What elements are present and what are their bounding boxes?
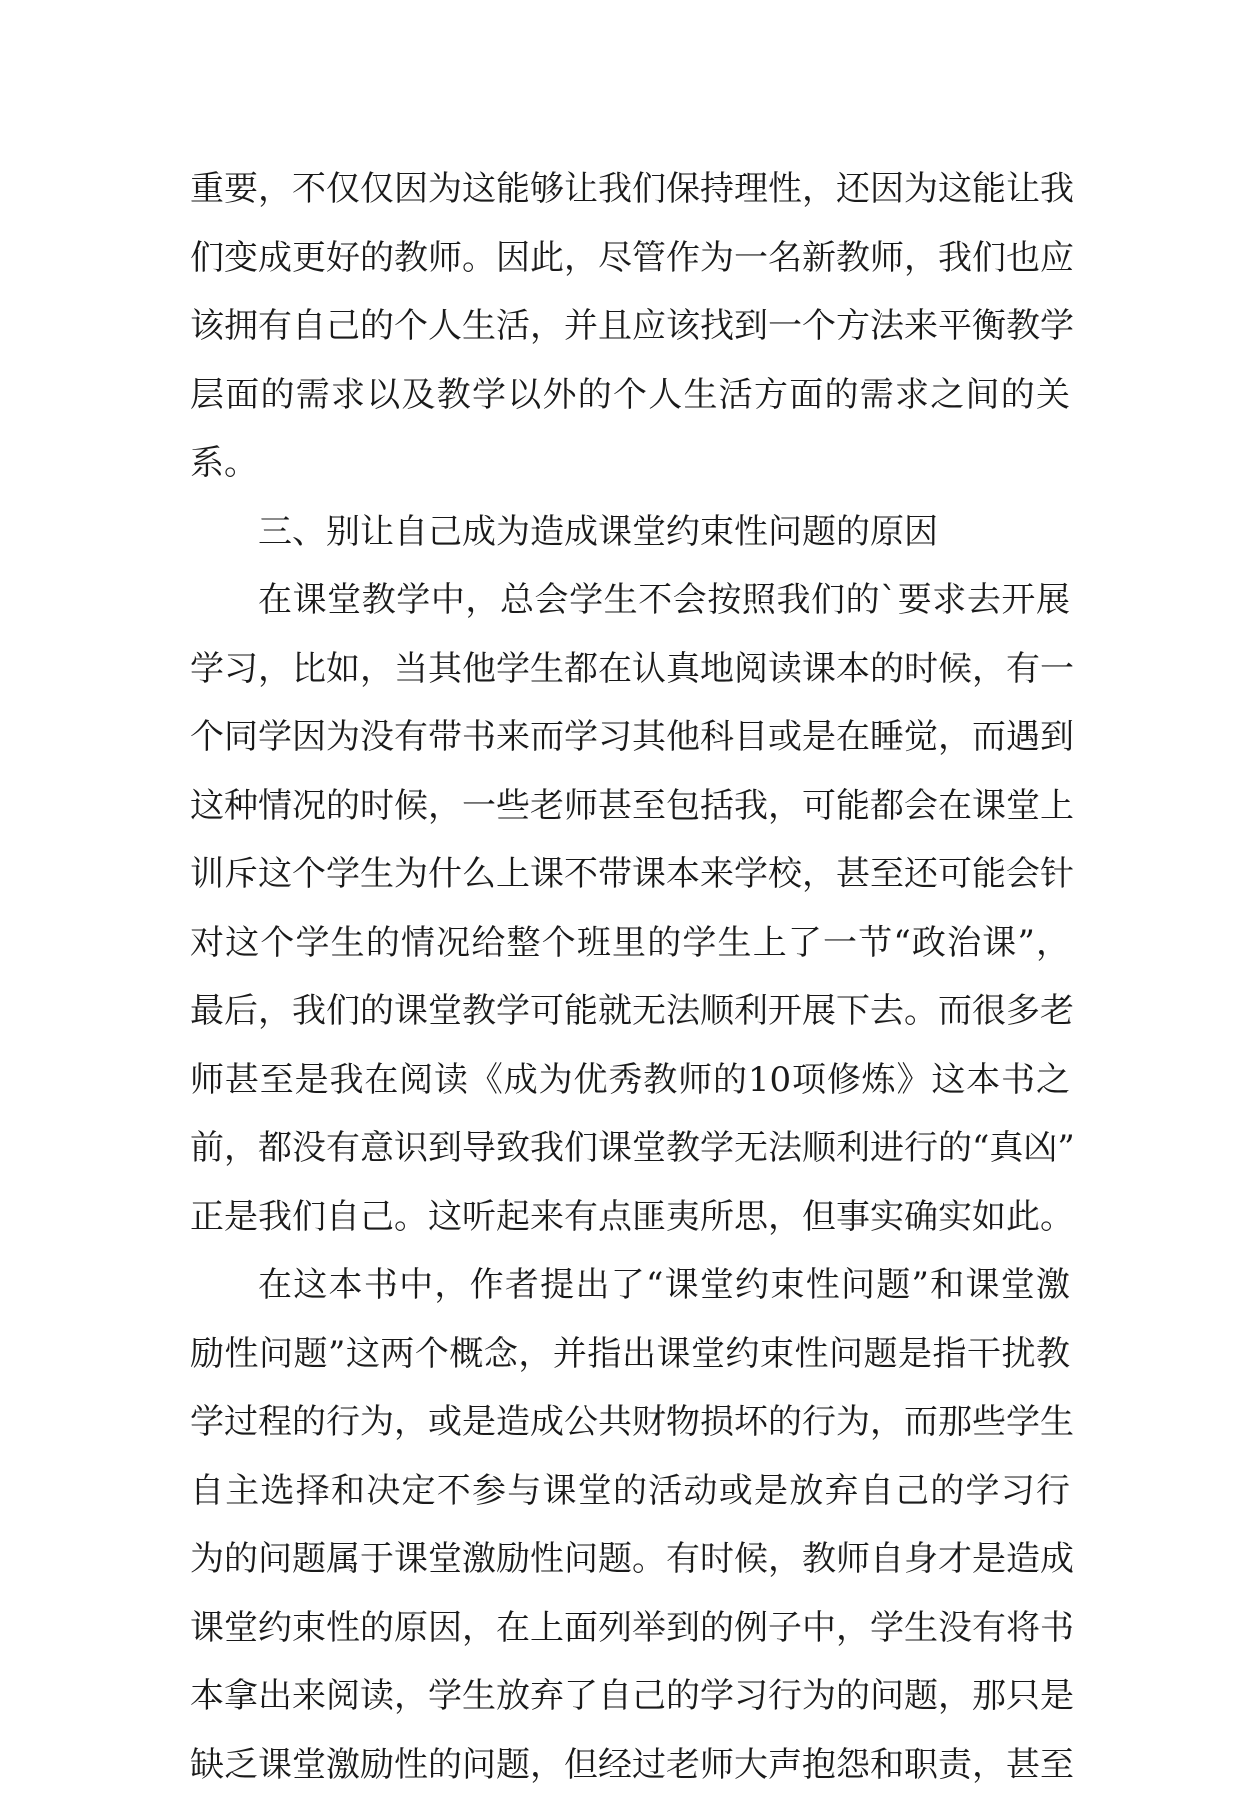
text-line: 师甚至是我在阅读《成为优秀教师的10项修炼》这本书之 [190,1046,1070,1115]
text-line: 训斥这个学生为什么上课不带课本来学校，甚至还可能会针 [190,840,1070,909]
text-line: 在课堂教学中，总会学生不会按照我们的`要求去开展 [190,566,1070,635]
text-line: 缺乏课堂激励性的问题，但经过老师大声抱怨和职责，甚至 [190,1731,1070,1799]
text-line: 学习，比如，当其他学生都在认真地阅读课本的时候，有一 [190,635,1070,704]
text-line: 系。 [190,429,1070,498]
text-line: 自主选择和决定不参与课堂的活动或是放弃自己的学习行 [190,1457,1070,1526]
text-line: 本拿出来阅读，学生放弃了自己的学习行为的问题，那只是 [190,1662,1070,1731]
text-line: 正是我们自己。这听起来有点匪夷所思，但事实确实如此。 [190,1183,1070,1252]
text-line: 这种情况的时候，一些老师甚至包括我，可能都会在课堂上 [190,772,1070,841]
text-line: 重要，不仅仅因为这能够让我们保持理性，还因为这能让我 [190,155,1070,224]
text-line: 励性问题”这两个概念，并指出课堂约束性问题是指干扰教 [190,1320,1070,1389]
text-line: 学过程的行为，或是造成公共财物损坏的行为，而那些学生 [190,1388,1070,1457]
text-line: 为的问题属于课堂激励性问题。有时候，教师自身才是造成 [190,1525,1070,1594]
text-line: 对这个学生的情况给整个班里的学生上了一节“政治课”， [190,909,1070,978]
section-heading: 三、别让自己成为造成课堂约束性问题的原因 [190,498,1070,567]
text-line: 最后，我们的课堂教学可能就无法顺利开展下去。而很多老 [190,977,1070,1046]
text-line: 们变成更好的教师。因此，尽管作为一名新教师，我们也应 [190,224,1070,293]
text-line: 课堂约束性的原因，在上面列举到的例子中，学生没有将书 [190,1594,1070,1663]
text-line: 个同学因为没有带书来而学习其他科目或是在睡觉，而遇到 [190,703,1070,772]
text-line: 在这本书中，作者提出了“课堂约束性问题”和课堂激 [190,1251,1070,1320]
body-text [190,155,1070,1799]
text-line: 该拥有自己的个人生活，并且应该找到一个方法来平衡教学 [190,292,1070,361]
text-line: 前，都没有意识到导致我们课堂教学无法顺利进行的“真凶” [190,1114,1070,1183]
text-line: 层面的需求以及教学以外的个人生活方面的需求之间的关 [190,361,1070,430]
